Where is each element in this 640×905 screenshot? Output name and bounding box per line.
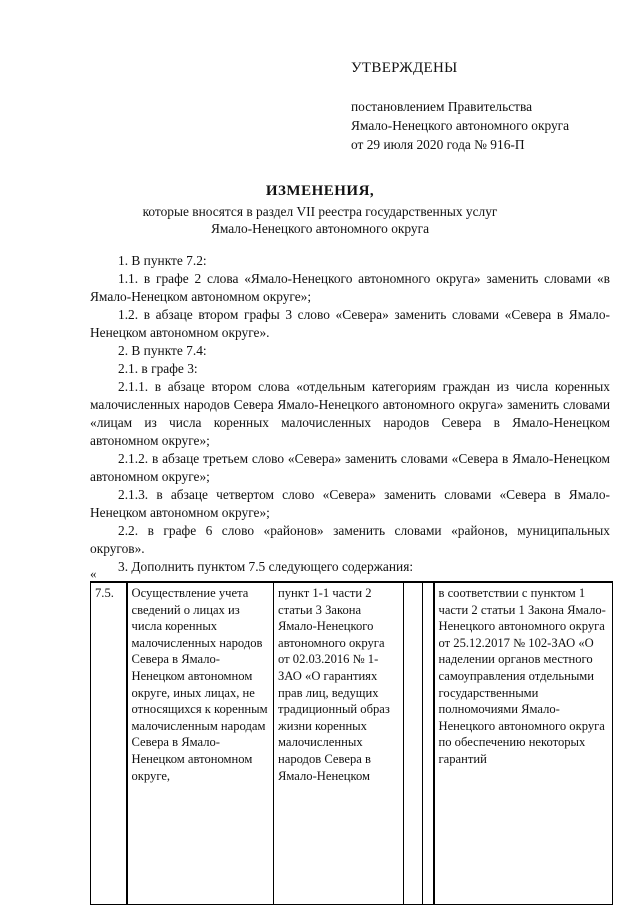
- registry-table: [90, 581, 613, 905]
- table-cell-service: Осуществление учета сведений о лицах из числа коренных малочисленных народов Севера в Ямало-Ненецком автономном округе, иных лицах, не относящихся к коренным малочисленным народам Севера в Ямало-Ненецком автономном округе,: [127, 582, 274, 905]
- table-cell-empty: [423, 582, 434, 905]
- table-cell-authority: в соответствии с пунктом 1 части 2 статьи 1 Закона Ямало-Ненецкого автономного округа от 25.12.2017 № 102-ЗАО «О наделении органов местного самоуправления отдельными государственными полномочиями Ямало-Ненецкого автономного округа по обеспечению некоторых гарантий: [434, 582, 613, 905]
- decree-line: Ямало-Ненецкого автономного округа: [351, 118, 570, 133]
- paragraph-2: 2. В пункте 7.4:: [118, 343, 207, 358]
- decree-reference: [351, 97, 569, 154]
- table-cell-number: 7.5.: [91, 582, 127, 905]
- paragraph-2-1-1: 2.1.1. в абзаце втором слова «отдельным категориям граждан из числа коренных малочисленных народов Севера Ямало-Ненецкого автономного округа» заменить словами «лицам из числа коренных малочисленных народов Севера в Ямало-Ненецком автономном округе»;: [90, 379, 610, 448]
- decree-line: постановлением Правительства: [351, 99, 533, 114]
- paragraph-2-1-2: 2.1.2. в абзаце третьем слово «Севера» заменить словами «Севера в Ямало-Ненецком автономном округе»;: [90, 451, 610, 484]
- document-title: ИЗМЕНЕНИЯ,: [265, 183, 375, 199]
- decree-line: от 29 июля 2020 года № 916-П: [351, 137, 525, 152]
- subtitle-line: которые вносятся в раздел VII реестра государственных услуг: [142, 204, 498, 219]
- document-body: [90, 252, 610, 576]
- table-row: [91, 582, 613, 905]
- subtitle-line: Ямало-Ненецкого автономного округа: [210, 221, 430, 236]
- paragraph-1-2: 1.2. в абзаце втором графы 3 слово «Севера» заменить словами «Севера в Ямало-Ненецком автономном округе».: [90, 307, 610, 340]
- paragraph-3: 3. Дополнить пунктом 7.5 следующего содержания:: [118, 559, 414, 574]
- paragraph-1-1: 1.1. в графе 2 слова «Ямало-Ненецкого автономного округа» заменить словами «в Ямало-Ненецком автономном округе»;: [90, 271, 610, 304]
- approval-stamp-title: УТВЕРЖДЕНЫ: [351, 60, 458, 76]
- table-cell-legal-basis: пункт 1-1 части 2 статьи 3 Закона Ямало-Ненецкого автономного округа от 02.03.2016 № 1-ЗАО «О гарантиях прав лиц, ведущих традиционный образ жизни коренных малочисленных народов Севера в Ямало-Ненецком: [274, 582, 404, 905]
- document-subtitle: [0, 203, 640, 237]
- paragraph-2-1: 2.1. в графе 3:: [118, 361, 198, 376]
- paragraph-2-1-3: 2.1.3. в абзаце четвертом слово «Севера» заменить словами «Севера в Ямало-Ненецком автономном округе»;: [90, 487, 610, 520]
- paragraph-2-2: 2.2. в графе 6 слово «районов» заменить словами «районов, муниципальных округов».: [90, 523, 610, 556]
- quote-open-mark: «: [90, 566, 97, 581]
- table-cell-empty: [404, 582, 423, 905]
- paragraph-1: 1. В пункте 7.2:: [118, 253, 207, 268]
